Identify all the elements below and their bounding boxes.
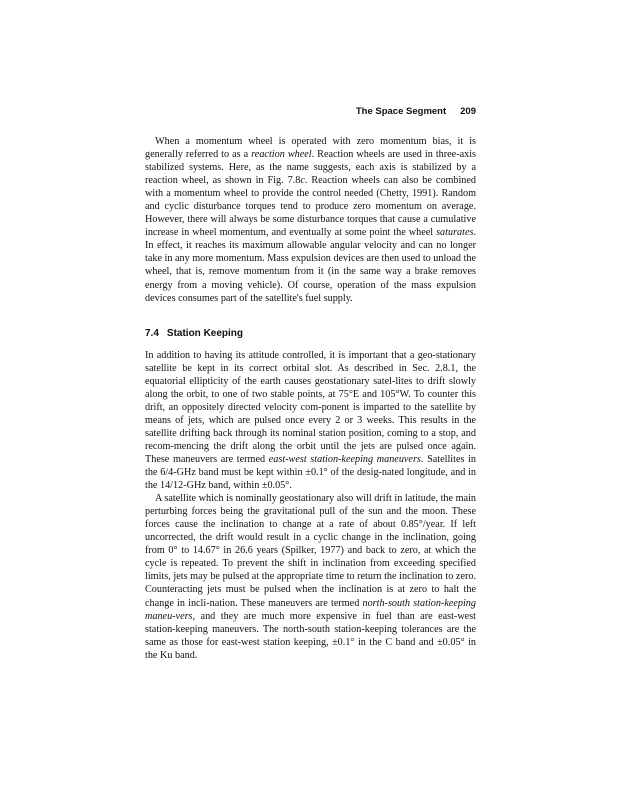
italic-term: reaction wheel <box>251 149 312 161</box>
text-run: . Satellites in the 6/4-GHz band must be kept within ±0.1° of the desig-nated longitude, and in the 14/12-GHz band, within ±0.05°. <box>145 453 476 492</box>
body-text <box>145 135 476 662</box>
running-title: The Space Segment <box>355 106 447 117</box>
text-run: . Reaction wheels can also be combined with a momentum wheel to provide the control needed (Chetty, 1991). Random and cyclic disturbance torques tend to produce zero momentum on average. However, there will always be some disturbance torques that cause a cumulative increase in wheel momentum, and eventually at some point the wheel <box>145 175 476 239</box>
text-run: A satellite which is nominally geostationary also will drift in latitude, the main perturbing forces being the gravitational pull of the sun and the moon. These forces cause the inclination to change at a rate of about 0.85°/year. If left uncorrected, the drift would result in a cyclic change in the inclination, going from 0° to 14.67° in 26.6 years (Spilker, 1977) and back to zero, at which the cycle is repeated. To prevent the shift in inclination from exceeding specified limits, jets may be pulsed at the appropriate time to return the inclination to zero. Counteracting jets must be pulsed when the inclination is at zero to halt the change in incli-nation. These maneuvers are termed <box>145 493 476 609</box>
paragraph <box>145 492 476 662</box>
italic-term: east-west station-keeping maneuvers <box>268 453 421 465</box>
text-run: , and they are much more expensive in fuel than are east-west station-keeping maneuvers. The north-south station-keeping tolerances are the same as those for east-west station keeping, ±0.1° in the C band and ±0.05° in the Ku band. <box>145 610 476 661</box>
section-heading <box>145 327 476 340</box>
italic-term: c <box>300 175 305 187</box>
text-run: . Reaction wheels are used in three-axis stabilized systems. Here, as the name suggests, each axis is stabilized by a reaction wheel, as shown in Fig. 7.8 <box>145 149 477 187</box>
italic-term: north-south station-keeping maneu-vers <box>145 597 476 622</box>
text-run: . In effect, it reaches its maximum allowable angular velocity and can no longer take in any more momentum. Mass expulsion devices are then used to unload the wheel, that is, remove momentum from it (in the same way a brake removes energy from a moving vehicle). Of course, operation of the mass expulsion devices consumes part of the satellite's fuel supply. <box>145 227 477 304</box>
section-number: 7.4 <box>145 327 159 339</box>
italic-term: saturates <box>436 227 474 239</box>
paragraph <box>145 349 476 493</box>
running-header <box>145 105 476 119</box>
paragraph <box>145 135 476 305</box>
page-number: 209 <box>460 106 476 117</box>
text-run: In addition to having its attitude controlled, it is important that a geo-stationary satellite be kept in its correct orbital slot. As described in Sec. 2.8.1, the equatorial ellipticity of the earth causes geostationary satel-lites to drift slowly along the orbit, to one of two stable points, at 75°E and 105°W. To counter this drift, an oppositely directed velocity com-ponent is imparted to the satellite by means of jets, which are pulsed once every 2 or 3 weeks. This results in the satellite drifting back through its nominal station position, coming to a stop, and recom-mencing the drift along the orbit until the jets are pulsed once again. These maneuvers are termed <box>145 349 476 465</box>
section-title: Station Keeping <box>166 327 244 339</box>
text-run: When a momentum wheel is operated with zero momentum bias, it is generally referred to as a <box>145 136 476 161</box>
